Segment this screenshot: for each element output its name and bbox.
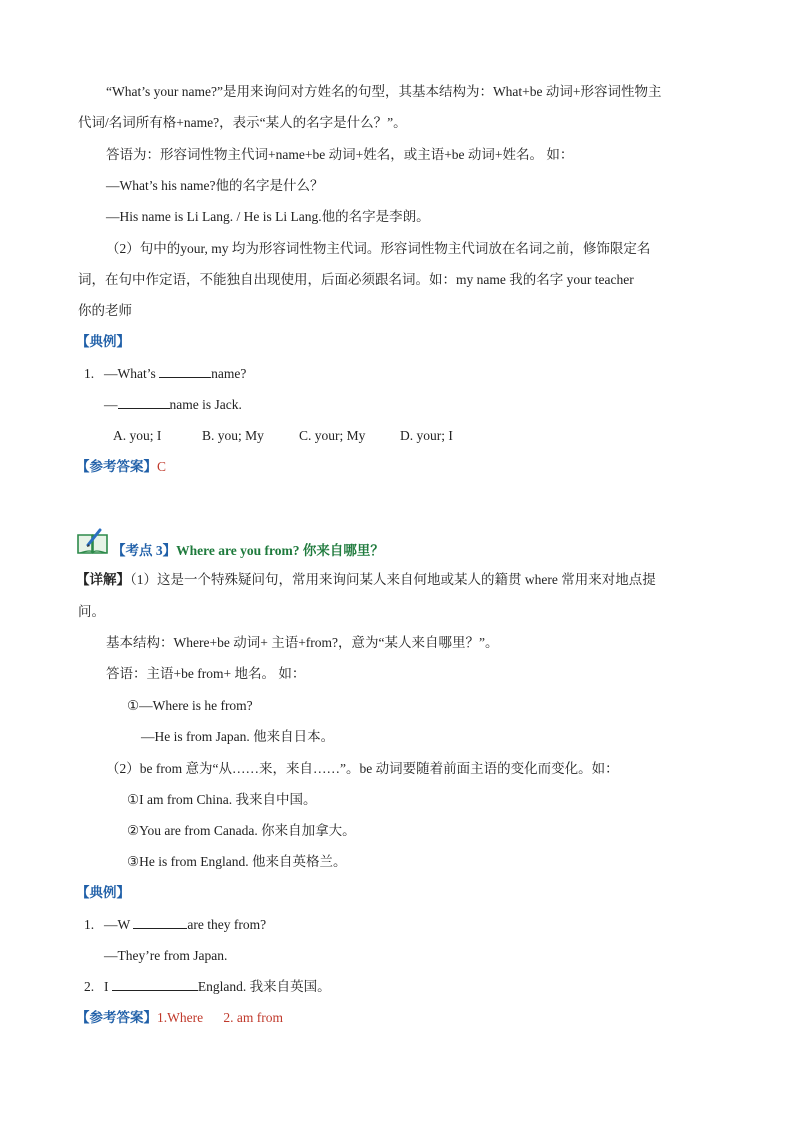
- example-heading: 【典例】: [76, 334, 130, 349]
- detail-line: [76, 571, 656, 589]
- detail-label: 【详解】: [76, 572, 130, 587]
- example-heading: 【典例】: [76, 885, 130, 900]
- question-line: [104, 978, 331, 996]
- paragraph: 你的老师: [78, 303, 132, 318]
- question-line: [104, 396, 242, 414]
- answer-blank: [159, 365, 211, 378]
- question-number: 1.: [84, 366, 95, 381]
- topic-label: 【考点 3】: [112, 543, 177, 558]
- paragraph: 代词/名词所有格+name?，表示“某人的名字是什么？”。: [78, 115, 407, 130]
- answer-line: [76, 1009, 283, 1027]
- paragraph: 基本结构：Where+be 动词+ 主语+from?，意为“某人来自哪里？”。: [106, 635, 499, 650]
- answer-blank: [112, 978, 198, 991]
- paragraph: （1）这是一个特殊疑问句，常用来询问某人来自何地或某人的籍贯 where 常用来对地点提: [130, 572, 656, 587]
- question-text: I: [104, 979, 112, 994]
- example-line: —He is from Japan. 他来自日本。: [141, 729, 335, 744]
- example-line: —What’s his name?他的名字是什么？: [106, 178, 324, 193]
- question-text: England. 我来自英国。: [197, 979, 331, 994]
- question-number: 1.: [84, 917, 95, 932]
- example-line: ③He is from England. 他来自英格兰。: [127, 854, 347, 869]
- answer-label: 【参考答案】: [76, 459, 157, 474]
- question-text: —: [104, 397, 118, 412]
- question-text: are they from?: [187, 917, 267, 932]
- question-text: —What’s: [104, 366, 160, 381]
- option-d: D. your; I: [400, 428, 453, 443]
- topic-text: Where are you from? 你来自哪里？: [176, 543, 384, 558]
- question-number: 2.: [84, 979, 95, 994]
- question-text: —W: [104, 917, 134, 932]
- question-line: [104, 916, 266, 934]
- paragraph: （2）be from 意为“从……来，来自……”。be 动词要随着前面主语的变化而变化。如：: [106, 761, 619, 776]
- example-line: ①—Where is he from?: [127, 698, 253, 713]
- answer-blank: [118, 396, 170, 409]
- paragraph: 词，在句中作定语，不能独自出现使用，后面必须跟名词。如：my name 我的名字 your teacher: [78, 272, 634, 287]
- topic-title: [112, 542, 384, 560]
- paragraph: “What’s your name?”是用来询问对方姓名的句型，其基本结构为：What+be 动词+形容词性物主: [106, 84, 662, 99]
- question-text: name?: [211, 366, 247, 381]
- example-line: —His name is Li Lang. / He is Li Lang.他的名字是李朗。: [106, 209, 430, 224]
- question-text: name is Jack.: [169, 397, 242, 412]
- paragraph: （2）句中的your, my 均为形容词性物主代词。形容词性物主代词放在名词之前，修饰限定名: [106, 241, 651, 256]
- paragraph: 答语为：形容词性物主代词+name+be 动词+姓名，或主语+be 动词+姓名。 如：: [106, 147, 574, 162]
- example-line: ①I am from China. 我来自中国。: [127, 792, 317, 807]
- answer-text: C: [157, 459, 167, 474]
- option-b: B. you; My: [202, 428, 264, 443]
- paragraph: 答语：主语+be from+ 地名。 如：: [106, 666, 306, 681]
- answer-blank: [133, 916, 187, 929]
- answer-label: 【参考答案】: [76, 1010, 157, 1025]
- option-c: C. your; My: [299, 428, 366, 443]
- question-line: [104, 365, 246, 383]
- answer-line: [76, 458, 166, 476]
- example-line: ②You are from Canada. 你来自加拿大。: [127, 823, 356, 838]
- option-a: A. you; I: [113, 428, 162, 443]
- question-line: —They’re from Japan.: [104, 948, 228, 963]
- paragraph: 问。: [78, 604, 105, 619]
- book-pencil-icon: [76, 527, 110, 555]
- answer-text: 1.Where 2. am from: [157, 1010, 283, 1025]
